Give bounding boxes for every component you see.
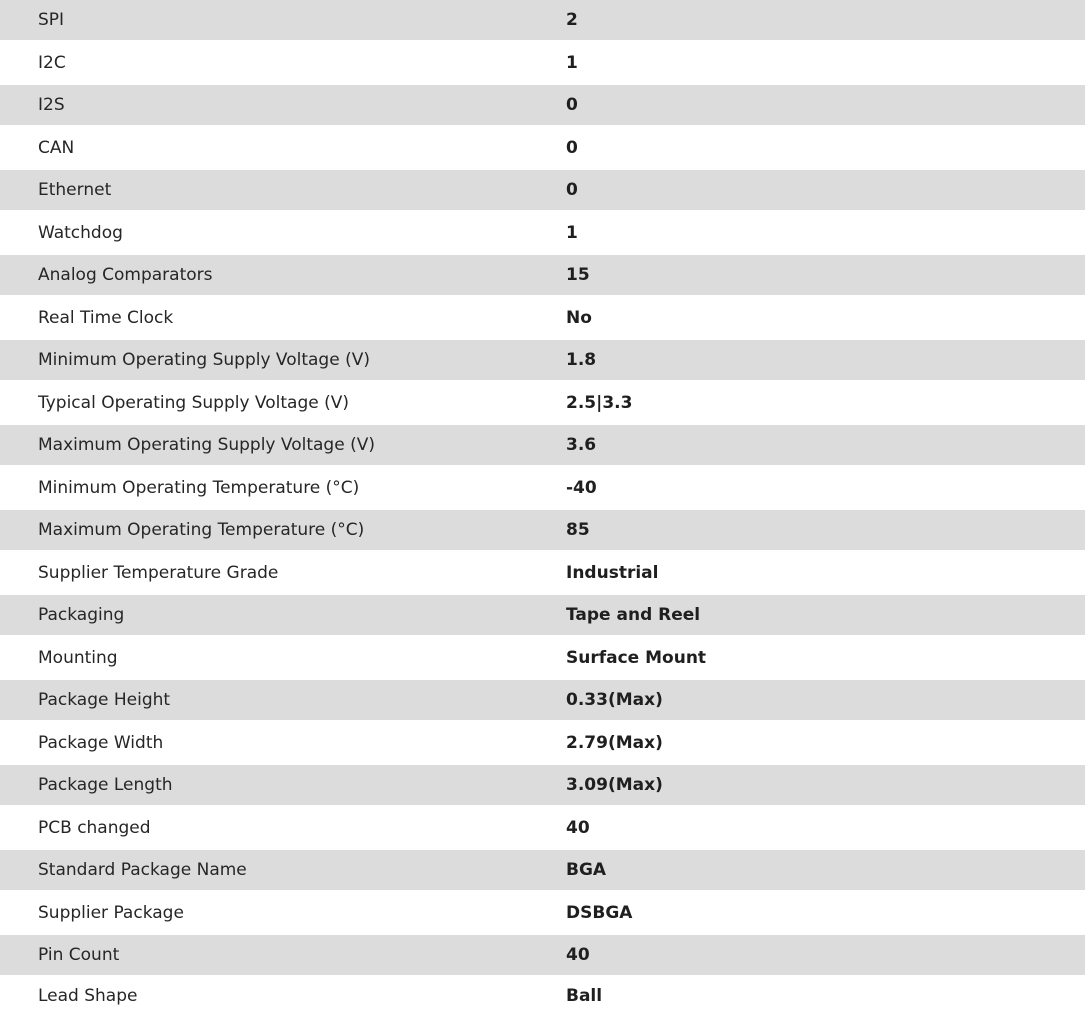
spec-row-package-height: [0, 680, 1085, 720]
spec-value: 0: [566, 95, 578, 115]
spec-row-can: [0, 125, 1085, 170]
spec-label: Maximum Operating Supply Voltage (V): [38, 435, 375, 455]
spec-row-min-temperature: [0, 465, 1085, 510]
spec-row-min-supply-voltage: [0, 340, 1085, 380]
spec-label: Typical Operating Supply Voltage (V): [38, 392, 349, 413]
spec-value: 2.5|3.3: [566, 392, 633, 413]
spec-label: Minimum Operating Temperature (°C): [38, 477, 360, 498]
spec-value: 15: [566, 265, 590, 285]
spec-label: PCB changed: [38, 817, 151, 838]
spec-label: Lead Shape: [38, 986, 138, 1006]
spec-row-package-width: [0, 720, 1085, 765]
spec-label: Analog Comparators: [38, 265, 213, 285]
spec-row-standard-package-name: [0, 850, 1085, 890]
spec-row-i2c: [0, 40, 1085, 85]
spec-label: SPI: [38, 10, 65, 30]
spec-label: Standard Package Name: [38, 860, 247, 880]
spec-row-typ-supply-voltage: [0, 380, 1085, 425]
spec-value: 40: [566, 817, 590, 838]
spec-label: Real Time Clock: [38, 307, 174, 328]
spec-label: Minimum Operating Supply Voltage (V): [38, 350, 370, 370]
spec-label: Watchdog: [38, 222, 123, 243]
spec-value: Tape and Reel: [566, 605, 701, 625]
spec-value: Surface Mount: [566, 647, 707, 668]
spec-row-i2s: [0, 85, 1085, 125]
spec-label: I2C: [38, 52, 66, 73]
spec-value: 3.6: [566, 435, 597, 455]
spec-value: 1.8: [566, 350, 597, 370]
spec-row-analog-comparators: [0, 255, 1085, 295]
spec-label: Pin Count: [38, 945, 120, 965]
spec-value: 2: [566, 10, 578, 30]
spec-label: Ethernet: [38, 180, 112, 200]
spec-row-lead-shape: [0, 975, 1085, 1017]
spec-label: Package Length: [38, 775, 173, 795]
spec-value: -40: [566, 477, 597, 498]
spec-value: 2.79(Max): [566, 732, 663, 753]
spec-value: 85: [566, 520, 590, 540]
spec-value: Ball: [566, 986, 603, 1006]
spec-value: BGA: [566, 860, 607, 880]
spec-label: Supplier Package: [38, 902, 184, 923]
spec-value: No: [566, 307, 592, 328]
spec-row-temperature-grade: [0, 550, 1085, 595]
spec-value: Industrial: [566, 562, 659, 583]
spec-row-spi: [0, 0, 1085, 40]
spec-value: 1: [566, 52, 578, 73]
spec-row-watchdog: [0, 210, 1085, 255]
spec-value: 0: [566, 180, 578, 200]
spec-value: 3.09(Max): [566, 775, 663, 795]
spec-label: Package Height: [38, 690, 171, 710]
spec-row-pcb-changed: [0, 805, 1085, 850]
spec-value: 0.33(Max): [566, 690, 663, 710]
spec-row-ethernet: [0, 170, 1085, 210]
spec-label: Maximum Operating Temperature (°C): [38, 520, 365, 540]
spec-label: CAN: [38, 137, 75, 158]
spec-value: 1: [566, 222, 578, 243]
spec-row-real-time-clock: [0, 295, 1085, 340]
spec-label: I2S: [38, 95, 65, 115]
spec-row-mounting: [0, 635, 1085, 680]
spec-label: Mounting: [38, 647, 118, 668]
spec-row-packaging: [0, 595, 1085, 635]
spec-row-supplier-package: [0, 890, 1085, 935]
spec-row-max-supply-voltage: [0, 425, 1085, 465]
spec-value: DSBGA: [566, 902, 633, 923]
spec-value: 0: [566, 137, 578, 158]
spec-label: Package Width: [38, 732, 164, 753]
spec-row-package-length: [0, 765, 1085, 805]
spec-row-max-temperature: [0, 510, 1085, 550]
spec-value: 40: [566, 945, 590, 965]
spec-row-pin-count: [0, 935, 1085, 975]
spec-label: Supplier Temperature Grade: [38, 562, 279, 583]
spec-label: Packaging: [38, 605, 125, 625]
